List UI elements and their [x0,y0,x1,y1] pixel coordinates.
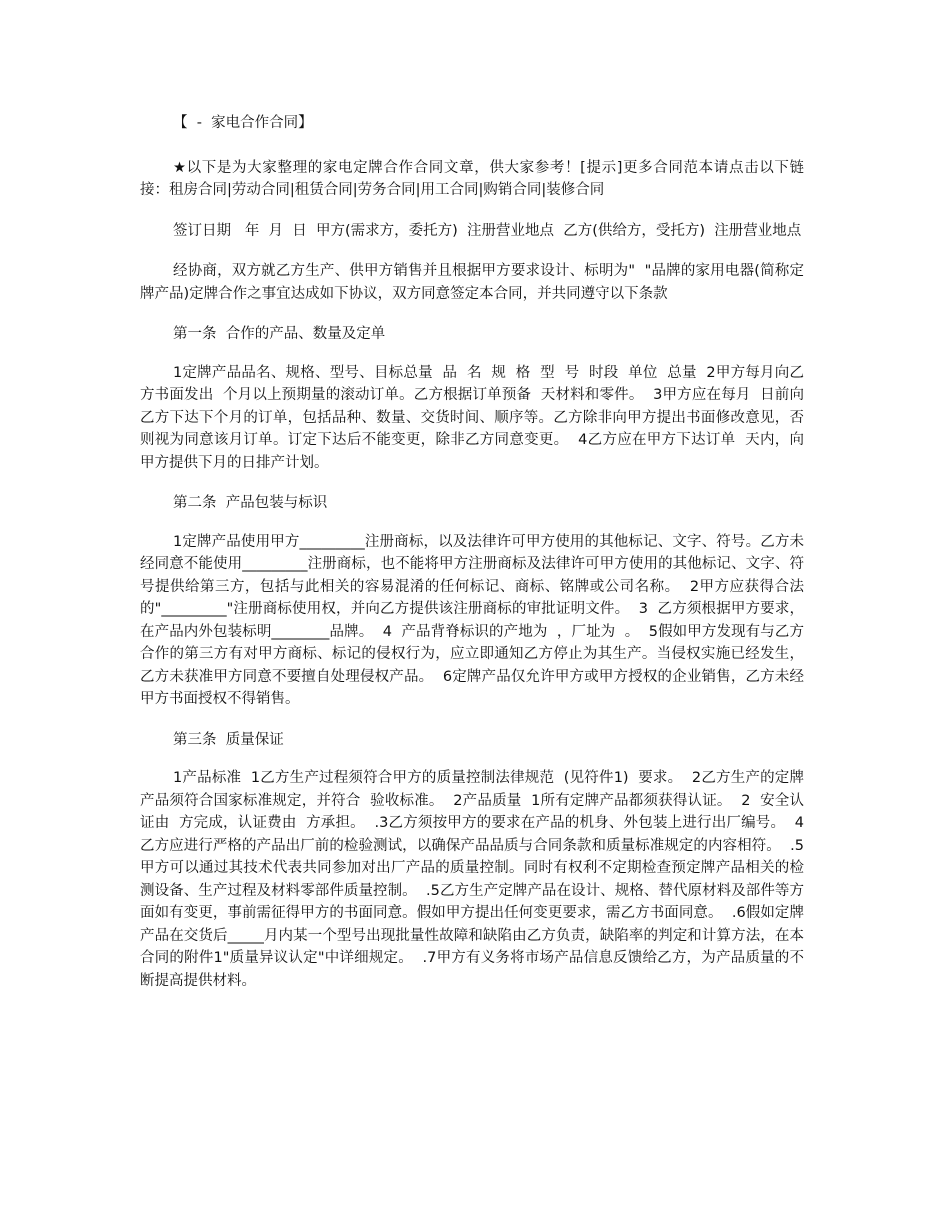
section-heading-1: 第一条 合作的产品、数量及定单 [173,326,386,342]
document-page [140,112,804,1010]
section-body-3: 1产品标准 1乙方生产过程须符合甲方的质量控制法律规范 (见符件1) 要求。 2乙方生产的定牌产品须符合国家标准规定，并符合 验收标准。 2产品质量 1所有定牌产品都须获得认证。 2 安全认证由 方完成，认证费由 方承担。 .3乙方须按甲方的要求在产品的机身、外包装上进行出厂编号。 4乙方应进行严格的产品出厂前的检验测试，以确保产品品质与合同条款和质量标准规定的内容相符。 .5甲方可以通过其技术代表共同参加对出厂产品的质量控制。同时有权利不定期检查预定牌产品相关的检测设备、生产过程及材料零部件质量控制。 .5乙方生产定牌产品在设计、规格、替代原材料及部件等方面如有变更，事前需征得甲方的书面同意。假如甲方提出任何变更要求，需乙方书面同意。 .6假如定牌产品在交货后_____月内某一个型号出现批量性故障和缺陷由乙方负责，缺陷率的判定和计算方法，在本合同的附件1"质量异议认定"中详细规定。 .7甲方有义务将市场产品信息反馈给乙方，为产品质量的不断提高提供材料。 [140,770,804,989]
agreement-paragraph: 经协商，双方就乙方生产、供甲方销售并且根据甲方要求设计、标明为" "品牌的家用电器(简称定牌产品)定牌合作之事宜达成如下协议，双方同意签定本合同，并共同遵守以下条款 [140,263,804,302]
intro-paragraph: ★以下是为大家整理的家电定牌合作合同文章，供大家参考！[提示]更多合同范本请点击以下链接：租房合同|劳动合同|租赁合同|劳务合同|用工合同|购销合同|装修合同 [140,159,804,198]
document-title: 【 - 家电合作合同】 [173,115,313,131]
section-heading-2: 第二条 产品包装与标识 [173,495,328,511]
section-body-1: 1定牌产品品名、规格、型号、目标总量 品 名 规 格 型 号 时段 单位 总量 2甲方每月向乙方书面发出 个月以上预期量的滚动订单。乙方根据订单预备 天材料和零件。 3甲方应在每月 日前向乙方下达下个月的订单，包括品种、数量、交货时间、顺序等。乙方除非向甲方提出书面修改意见，否则视为同意该月订单。订定下达后不能变更，除非乙方同意变更。 4乙方应在甲方下达订单 天内，向甲方提供下月的日排产计划。 [140,364,804,471]
section-body-2: 1定牌产品使用甲方_________注册商标，以及法律许可甲方使用的其他标记、文字、符号。乙方未经同意不能使用_________注册商标，也不能将甲方注册商标及法律许可甲方使用的其他标记、文字、符号提供给第三方，包括与此相关的容易混淆的任何标记、商标、铭牌或公司名称。 2甲方应获得合法的"_________"注册商标使用权，并向乙方提供该注册商标的审批证明文件。 3 乙方须根据甲方要求，在产品内外包装标明________品牌。 4 产品背脊标识的产地为 ，厂址为 。 5假如甲方发现有与乙方合作的第三方有对甲方商标、标记的侵权行为，应立即通知乙方停止为其生产。当侵权实施已经发生，乙方未获准甲方同意不要擅自处理侵权产品。 6定牌产品仅允许甲方或甲方授权的企业销售，乙方未经甲方书面授权不得销售。 [140,533,804,707]
section-heading-3: 第三条 质量保证 [173,731,284,748]
signing-info-paragraph: 签订日期 年 月 日 甲方(需求方，委托方) 注册营业地点 乙方(供给方，受托方) 注册营业地点 [173,222,802,239]
